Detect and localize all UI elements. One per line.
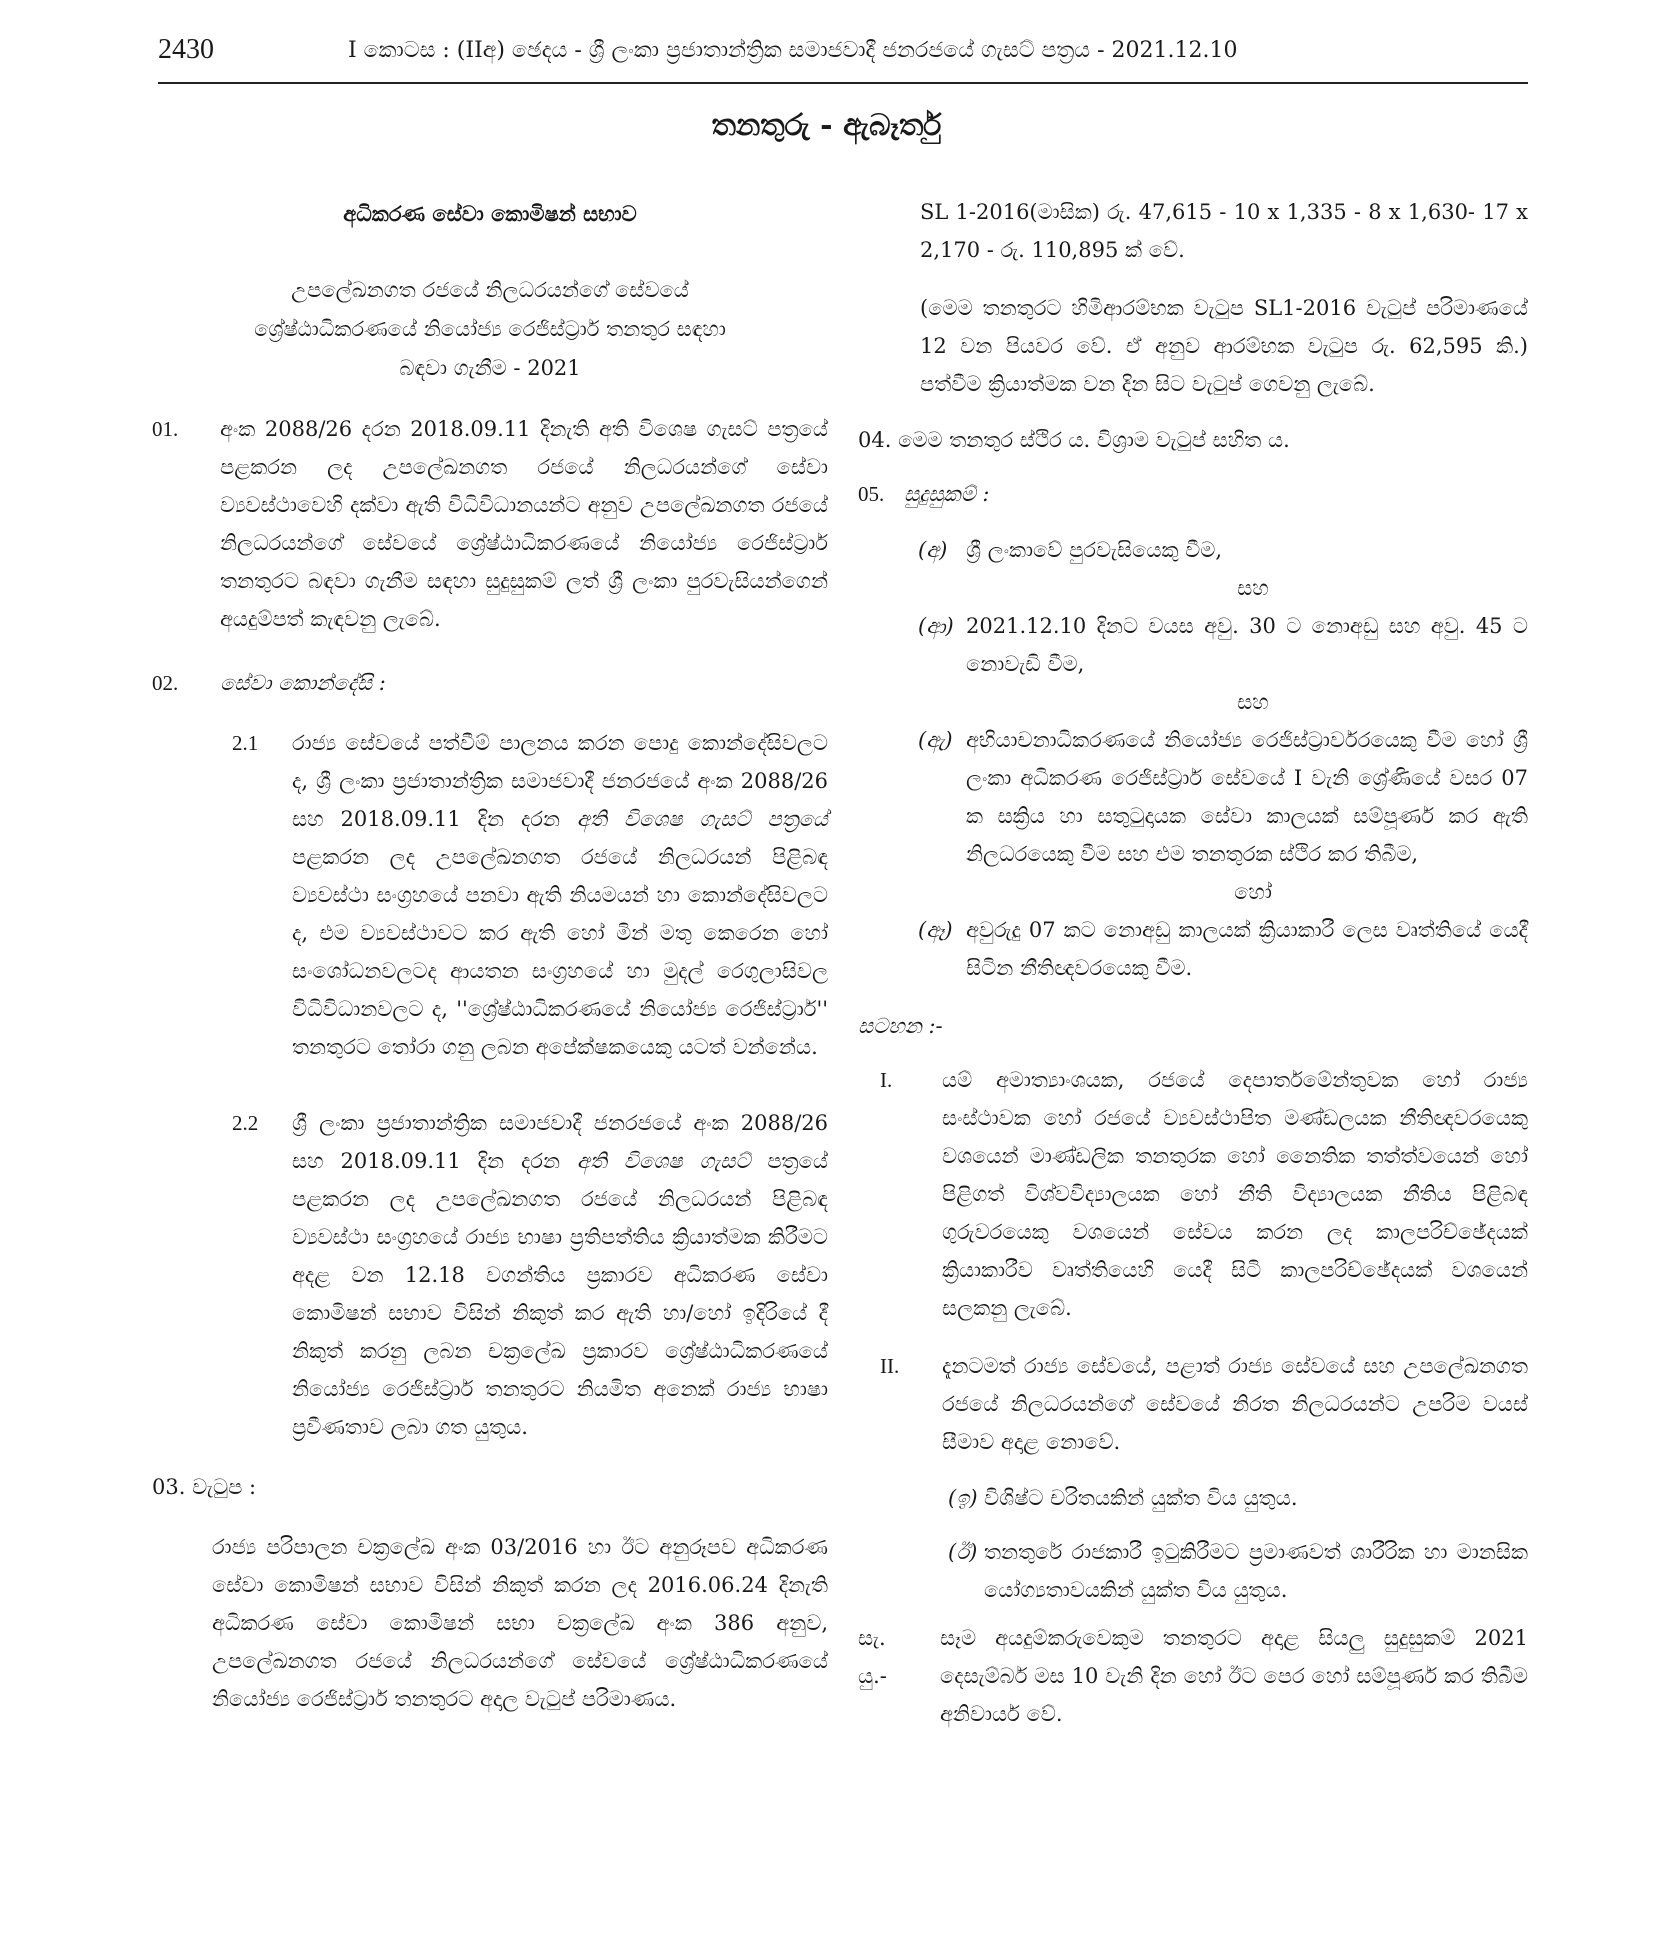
section-05-heading: සුදුසුකම් : xyxy=(904,482,990,506)
qualification-a-text: ශ්‍රී ලංකාවේ පුරවැසියෙකු වීම, xyxy=(966,538,1223,562)
note-1 xyxy=(858,1061,1528,1327)
section-2-1-gazette-ref: අති විශෙෂ ගැසට් පත්‍රයේ xyxy=(576,807,828,831)
section-05-number: 05. xyxy=(858,482,885,506)
section-2-1-part-c: පළකරන ලද උපලේඛනගත රජයේ නිලධරයන් පිළිබඳ ව්‍යවස්ථා සංග්‍රහයේ පනවා ඇති නියමයන් හා කොන්දේසිවලට ද, එම ව්‍යවස්ථාවට කර ඇති හෝ මින් මතු කෙරෙන හෝ සංශෝධනවලටද ආයතන සංග්‍රහයේ හා මුදල් රෙගුලාසිවල විධිවිධානවලට ද, ''ශ්‍රේෂ්ඨාධිකරණයේ නියෝජ්‍ය රෙජිස්ට්‍රාර්'' තනතුරට තෝරා ගනු ලබන අපේක්ෂකයෙකු යටත් වන්නේය. xyxy=(292,845,828,1059)
final-note-text: සෑම අයදුම්කරුවෙකුම තනතුරට අදාළ සියලු සුදුසුකම් 2021 දෙසැම්බර් මස 10 වැනි දින හෝ ඊට පෙර හෝ සම්පූර්ණ කර තිබීම අනිවාර්ය වේ. xyxy=(940,1626,1528,1726)
qualification-ae xyxy=(858,721,1528,873)
section-2-2-part-c: පත්‍රයේ පළකරන ලද උපලේඛනගත රජයේ නිලධරයන් පිළිබඳ ව්‍යවස්ථා සංග්‍රහයේ රාජ්‍ය භාෂා ප්‍රතිපත්තිය ක්‍රියාත්මක කිරීමට අදළ වන 12.18 වගන්තිය ප්‍රකාරව අධිකරණ සේවා කොමිෂන් සභාව විසින් නිකුත් කර ඇති හා/හෝ ඉදිරියේ දී නිකුත් කරනු ලබන චක්‍රලේඛ ප්‍රකාරව ශ්‍රේෂ්ඨාධිකරණයේ නියෝජ්‍ය රෙජිස්ට්‍රාර් තනතුරට නියමිත අනෙක් රාජ්‍ය භාෂා ප්‍රවීණතාව ලබා ගත යුතුය. xyxy=(292,1149,828,1439)
section-02 xyxy=(152,664,828,702)
final-note-label: සැ. යු.- xyxy=(858,1626,887,1688)
notice-subtitle xyxy=(152,271,828,388)
qualification-aa-label: (ආ) xyxy=(918,614,954,638)
conjunction-and-1: සහ xyxy=(1237,576,1269,600)
qualification-aa-text: 2021.12.10 දිනට වයස අවු. 30 ට නොඅඩු සහ අවු. 45 ට නොවැඩි වීම, xyxy=(966,614,1528,676)
qualification-i-label: (ඉ) xyxy=(948,1486,978,1510)
qualification-i xyxy=(858,1479,1528,1517)
notice-title: අධිකරණ සේවා කොමිෂන් සභාව xyxy=(343,201,637,226)
qualification-aa xyxy=(858,607,1528,683)
section-03-text: රාජ්‍ය පරිපාලන චක්‍රලේඛ අංක 03/2016 හා ඊට අනුරූපව අධිකරණ සේවා කොමිෂන් සභාව විසින් නිකුත් කරන ලද 2016.06.24 දිනැති අධිකරණ සේවා කොමිෂන් සභා චක්‍රලේඛ අංක 386 අනුව, උපලේඛනගත රජයේ නිලධරයන්ගේ සේවයේ ශ්‍රේෂ්ඨාධිකරණයේ නියෝජ්‍ය රෙජිස්ට්‍රාර් තනතුරට අදාල වැටුප් පරිමාණය. xyxy=(212,1535,828,1711)
note-2-label: II. xyxy=(880,1354,900,1378)
note-1-text: යම් අමාත්‍යාංශයක, රජයේ දෙපාර්තමේන්තුවක හෝ රාජ්‍ය සංස්ථාවක හෝ රජයේ ව්‍යවස්ථාපිත මණ්ඩලයක නීතිඥවරයෙකු වශයෙන් මාණ්ඩලික තනතුරක හෝ නෛතික තත්ත්වයෙන් හෝ පිළිගත් විශ්වවිද්‍යාලයක හෝ නීති විද්‍යාලයක නීතිය පිළිබඳ ගුරුවරයෙකු වශයෙන් සේවය කරන ලද කාලපරිච්ඡේදයක් ක්‍රියාකාරීව වෘත්තියෙහි යෙදී සිටි කාලපරිච්ඡේදයක් වශයෙන් සලකනු ලැබේ. xyxy=(942,1068,1528,1320)
salary-scale: SL 1-2016(මාසික) රු. 47,615 - 10 x 1,335 - 8 x 1,630- 17 x 2,170 - රු. 110,895 ක් වේ. xyxy=(920,200,1528,262)
qualification-ae-text: අභියාචනාධිකරණයේ නියෝජ්‍ය රෙජිස්ට්‍රාර්වරයෙකු වීම හෝ ශ්‍රී ලංකා අධිකරණ රෙජිස්ට්‍රාර් සේවයේ I වැනි ශ්‍රේණියේ වසර 07 ක සක්‍රිය හා සතුටුදායක සේවා කාලයක් සම්පූර්ණ කර ඇති නිලධරයෙකු වීම සහ එම තනතුරක ස්ථිර කර තිබීම, xyxy=(966,728,1528,866)
qualification-a xyxy=(858,531,1528,569)
header-rule xyxy=(158,82,1528,84)
section-2-2 xyxy=(152,1104,828,1446)
section-2-1 xyxy=(152,724,828,1066)
qualification-ii xyxy=(858,1533,1528,1609)
conjunction-and-2: සහ xyxy=(1237,690,1269,714)
subtitle-line-3: බඳවා ගැනීම - 2021 xyxy=(399,356,581,380)
section-2-2-text xyxy=(292,1104,828,1446)
section-2-2-gazette-ref: අති විශෙෂ ගැසට් xyxy=(576,1149,751,1173)
note-2-text: දැනටමත් රාජ්‍ය සේවයේ, පළාත් රාජ්‍ය සේවයේ සහ උපලේඛනගත රජයේ නිලධරයන්ගේ සේවයේ නිරත නිලධරයන්ට උපරිම වයස් සීමාව අදාළ නොවේ. xyxy=(942,1354,1528,1454)
section-05 xyxy=(858,475,1528,513)
qualification-aee xyxy=(858,911,1528,987)
page-number: 2430 xyxy=(158,34,214,65)
note-1-label: I. xyxy=(880,1068,893,1092)
note-2 xyxy=(858,1347,1528,1461)
qualification-ii-text: තනතුරේ රාජකාරී ඉටුකිරීමට ප්‍රමාණවත් ශාරීරික හා මානසික යෝග්‍යතාවයකින් යුක්ත විය යුතුය. xyxy=(984,1540,1528,1602)
section-2-1-number: 2.1 xyxy=(232,731,259,755)
section-2-2-part-a: ශ්‍රී ලංකා ප්‍රජාතාන්ත්‍රික සමාජවාදී ජනරජයේ අංක 2088/26 සහ 2018.09.11 දින දරන xyxy=(292,1111,828,1173)
qualification-aee-text: අවුරුදු 07 කට නොඅඩු කාලයක් ක්‍රියාකාරී ලෙස වෘත්තියේ යෙදී සිටින නීතිඥවරයෙකු වීම. xyxy=(966,918,1528,980)
section-02-number: 02. xyxy=(152,671,179,695)
qualification-i-text: විශිෂ්ට චරිතයකින් යුක්ත විය යුතුය. xyxy=(984,1486,1298,1510)
salary-note: (මෙම තනතුරට හිමිආරම්භක වැටුප SL1-2016 වැටුප් පරිමාණයේ 12 වන පියවර වේ. ඒ අනුව ආරම්භක වැටුප රු. 62,595 කි.) පත්වීම ක්‍රියාත්මක වන දින සිට වැටුප් ගෙවනු ලැබේ. xyxy=(920,296,1528,396)
section-2-2-number: 2.2 xyxy=(232,1111,259,1135)
conjunction-or: හෝ xyxy=(1234,880,1272,904)
right-column xyxy=(858,195,1528,1733)
section-03-heading: 03. වැටුප : xyxy=(152,1475,257,1499)
final-note xyxy=(858,1619,1528,1733)
qualification-ii-label: (ඊ) xyxy=(948,1540,978,1564)
qualification-ae-label: (ඇ) xyxy=(918,728,953,752)
qualification-a-label: (අ) xyxy=(918,538,948,562)
subtitle-line-1: උපලේඛනගත රජයේ නිලධරයන්ගේ සේවයේ xyxy=(291,278,689,302)
section-02-heading: සේවා කොන්දේසි : xyxy=(220,671,386,695)
notes-heading: සටහන :- xyxy=(858,1014,943,1038)
qualification-aee-label: (ඈ) xyxy=(918,918,953,942)
section-01-text: අංක 2088/26 දරන 2018.09.11 දිනැති අති විශෙෂ ගැසට් පත්‍රයේ පළකරන ලද උපලේඛනගත රජයේ නිලධරයන්ගේ සේවා ව්‍යවස්ථාවෙහි දක්වා ඇති විධිවිධානයන්ට අනුව උපලේඛනගත රජයේ නිලධරයන්ගේ සේවයේ ශ්‍රේෂ්ඨාධිකරණයේ නියෝජ්‍ය රෙජිස්ට්‍රාර් තනතුරට බඳවා ගැනීම සඳහා සුදුසුකම් ලත් ශ්‍රී ලංකා පුරවැසියන්ගෙන් අයදුම්පත් කැඳවනු ලැබේ. xyxy=(220,417,828,631)
section-04: 04. මෙම තනතුර ස්ථිර ය. විශ්‍රාම වැටුප් සහිත ය. xyxy=(858,428,1290,452)
subtitle-line-2: ශ්‍රේෂ්ඨාධිකරණයේ නියෝජ්‍ය රෙජිස්ට්‍රාර් තනතුර සඳහා xyxy=(254,317,726,341)
section-01-number: 01. xyxy=(152,417,179,441)
section-2-1-text xyxy=(292,724,828,1066)
page-header xyxy=(158,30,1528,82)
section-2-1-part-a: රාජ්‍ය සේවයේ පත්වීම් පාලනය කරන පොදු කොන්දේසිවලට ද, ශ්‍රී ලංකා ප්‍රජාතාන්ත්‍රික සමාජවාදී ජනරජයේ අංක 2088/26 සහ 2018.09.11 දින දරන xyxy=(292,731,828,831)
section-title: තනතුරු - ඇබෑර්තු xyxy=(711,108,942,143)
left-column xyxy=(152,195,828,1718)
running-title: I කොටස : (IIඅ) ඡෙදය - ශ්‍රී ලංකා ප්‍රජාතාන්ත්‍රික සමාජවාදී ජනරජයේ ගැසට් පත්‍රය - 2021.12.10 xyxy=(348,38,1238,63)
section-01 xyxy=(152,410,828,638)
